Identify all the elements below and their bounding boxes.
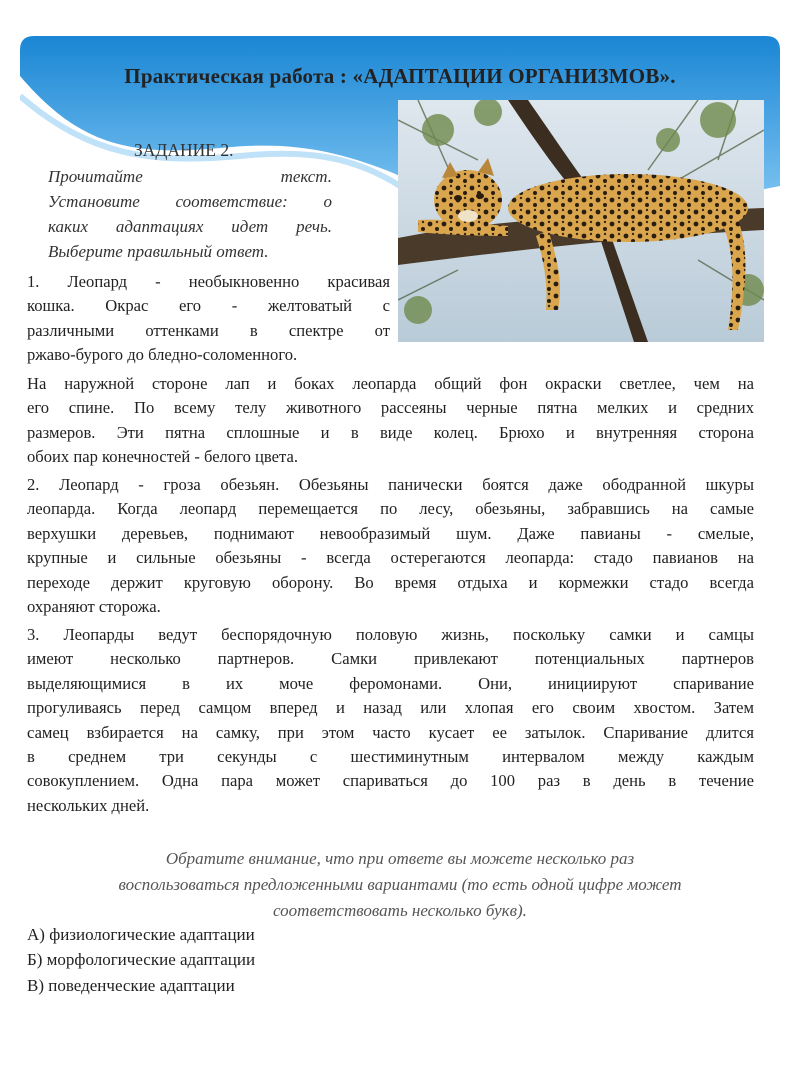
task-line: Прочитайте текст. — [48, 167, 332, 186]
text-line: различными оттенками в спектре от — [27, 320, 390, 340]
text-line: 1. Леопард - необыкновенно красивая — [27, 272, 390, 291]
task-line: Установите соответствие: о — [48, 192, 332, 211]
text-line: переходе держит круговую оборону. Во время отдыха и кормежки стадо всегда — [27, 572, 754, 592]
task-line: каких адаптациях идет речь. — [48, 217, 332, 236]
paragraph-1-continued — [27, 372, 754, 470]
option-item: В) поведенческие адаптации — [27, 975, 235, 995]
text-line: На наружной стороне лап и боках леопарда общий фон окраски светлее, чем на — [27, 374, 754, 393]
text-line: выделяющимися в их моче феромонами. Они, инициируют спаривание — [27, 673, 754, 693]
text-line: 2. Леопард - гроза обезьян. Обезьяны панически боятся даже ободранной шкуры — [27, 475, 754, 494]
text-line: кошка. Окрас его - желтоватый с — [27, 296, 390, 316]
answer-options — [27, 922, 255, 998]
paragraph-2 — [27, 473, 754, 619]
text-line: его спине. По всему телу животного рассеяны черные пятна мелких и средних — [27, 398, 754, 418]
text-line: в среднем три секунды с шестиминутным интервалом между каждым — [27, 747, 754, 767]
option-item: Б) морфологические адаптации — [27, 950, 256, 970]
note-line: воспользоваться предложенными вариантами (то есть одной цифре может — [118, 875, 682, 894]
task-heading: ЗАДАНИЕ 2. — [134, 140, 234, 160]
text-line: 3. Леопарды ведут беспорядочную половую жизнь, поскольку самки и самцы — [27, 625, 754, 644]
text-line: самец взбирается на самку, при этом часто кусает ее затылок. Спаривание длится — [27, 722, 754, 742]
option-item: А) физиологические адаптации — [27, 925, 255, 944]
note-line: Обратите внимание, что при ответе вы можете несколько раз — [165, 849, 635, 868]
note-line: соответствовать несколько букв). — [273, 901, 527, 920]
text-line: совокуплением. Одна пара может спариваться до 100 раз в день в течение — [27, 771, 754, 791]
page-title: Практическая работа : «АДАПТАЦИИ ОРГАНИЗМОВ». — [124, 64, 676, 88]
text-line: нескольких дней. — [27, 795, 150, 815]
leopard-photo — [398, 100, 764, 342]
text-line: размеров. Эти пятна сплошные и в виде колец. Брюхо и внутренняя сторона — [27, 422, 754, 442]
attention-note — [27, 846, 773, 924]
task-instructions — [48, 164, 332, 264]
text-line: имеют несколько партнеров. Самки привлекают потенциальных партнеров — [27, 649, 754, 669]
text-line: прогуливаясь перед самцом вперед и назад или хлопая его своим хвостом. Затем — [27, 698, 754, 718]
text-line: леопарда. Когда леопард перемещается по лесу, обезьяны, забравшись на самые — [27, 499, 754, 519]
text-line: ржаво-бурого до бледно-соломенного. — [27, 345, 298, 365]
text-line: обоих пар конечностей - белого цвета. — [27, 447, 298, 467]
text-line: охраняют сторожа. — [27, 597, 161, 617]
paragraph-3 — [27, 623, 754, 818]
task-line: Выберите правильный ответ. — [48, 242, 269, 261]
text-line: верхушки деревьев, поднимают невообразимый шум. Даже павианы - смелые, — [27, 523, 754, 543]
text-line: крупные и сильные обезьяны - всегда остерегаются леопарда: стадо павианов на — [27, 548, 754, 568]
paragraph-1-intro — [27, 270, 390, 368]
